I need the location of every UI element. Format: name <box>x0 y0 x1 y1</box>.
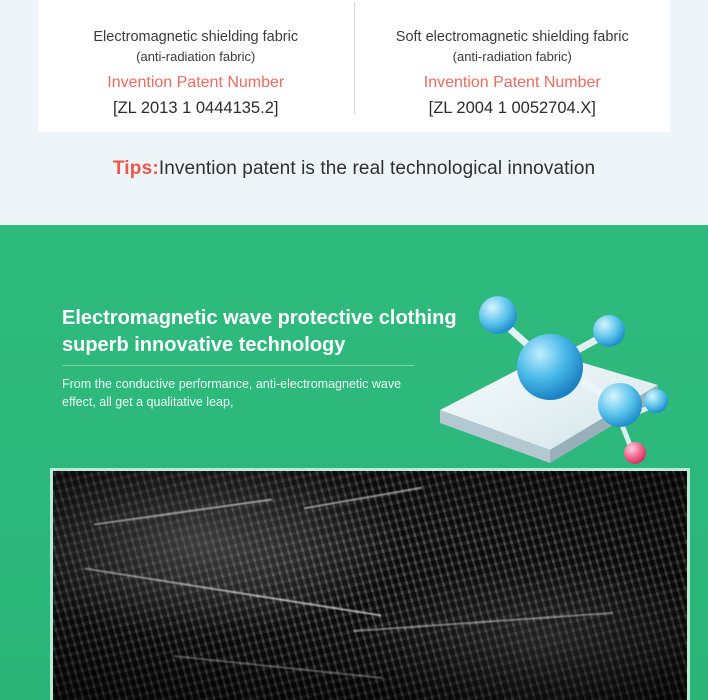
banner-subcopy-line2: effect, all get a qualitative leap, <box>62 395 234 409</box>
tips-row <box>0 158 708 180</box>
photo-vignette <box>53 471 687 700</box>
patent-label-1: Invention Patent Number <box>107 74 285 91</box>
patent-column-1 <box>38 0 354 132</box>
patent-subtitle-1: (anti-radiation fabric) <box>136 49 256 64</box>
patent-title-2: Soft electromagnetic shielding fabric <box>395 29 629 45</box>
banner-subcopy <box>62 375 442 411</box>
green-banner-section <box>0 225 708 700</box>
molecule-icon <box>400 235 700 485</box>
patent-section <box>0 0 708 225</box>
patent-label-2: Invention Patent Number <box>423 74 601 91</box>
tips-text: Invention patent is the real technological innovation <box>158 158 596 179</box>
tips-label: Tips: <box>112 158 159 179</box>
banner-headline-line2: superb innovative technology <box>62 334 346 356</box>
banner-divider <box>62 365 414 366</box>
patent-number-1: [ZL 2013 1 0444135.2] <box>113 99 279 117</box>
patent-card <box>38 0 670 132</box>
banner-headline-line1: Electromagnetic wave protective clothing <box>62 307 457 329</box>
patent-title-1: Electromagnetic shielding fabric <box>93 29 299 45</box>
patent-number-2: [ZL 2004 1 0052704.X] <box>428 99 596 117</box>
patent-subtitle-2: (anti-radiation fabric) <box>452 49 572 64</box>
patent-column-2 <box>355 0 671 132</box>
fabric-weave-macro-photo-icon <box>53 471 687 700</box>
banner-subcopy-line1: From the conductive performance, anti-electromagnetic wave <box>62 377 402 391</box>
fabric-photo-frame <box>50 468 690 700</box>
